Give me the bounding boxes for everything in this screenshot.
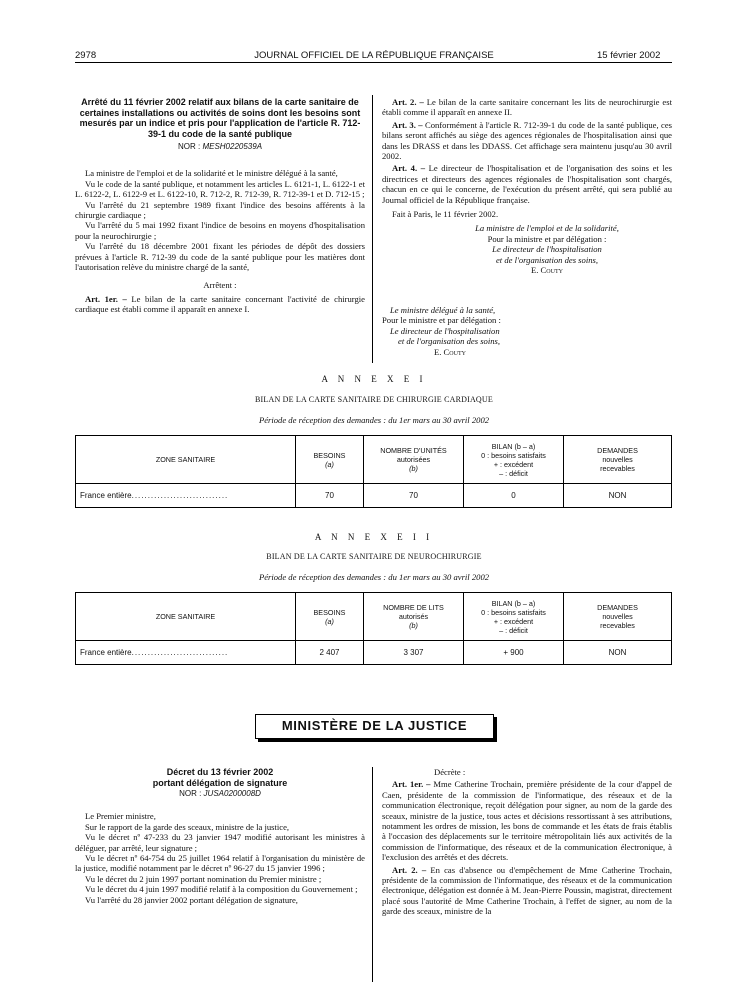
annexe-1-subtitle: BILAN DE LA CARTE SANITAIRE DE CHIRURGIE CARDIAQUE — [255, 395, 493, 404]
article-2-text: Le bilan de la carte sanitaire concernant les lits de neurochirurgie est établi comme il apparaît en annexe II. — [382, 97, 672, 118]
arrete-article-2 — [382, 97, 672, 118]
annexe-1-title: A N N E X E I — [321, 374, 427, 384]
col-demandes: DEMANDES nouvelles recevables — [564, 436, 672, 484]
header-rule — [75, 62, 672, 63]
signature-block-1 — [422, 223, 672, 275]
sig2-line-5: E. Couty — [434, 346, 466, 357]
col-zone: ZONE SANITAIRE — [76, 436, 296, 484]
article-4-label: Art. 4. – — [392, 163, 425, 174]
nor-code: MESH0220539A — [202, 142, 263, 151]
cell-demandes: NON — [564, 484, 672, 508]
sig1-line-3: Le directeur de l'hospitalisation — [492, 244, 602, 255]
signature-block-2 — [382, 305, 542, 357]
cell-zone: France entière.............................. — [76, 641, 296, 665]
cell-besoins: 2 407 — [296, 641, 364, 665]
decret-article-1 — [382, 779, 672, 862]
arrete-article-1 — [75, 294, 365, 315]
decret-title-2: portant délégation de signature — [152, 777, 288, 788]
sig2-line-2: Pour le ministre et par délégation : — [382, 315, 501, 326]
annexe-1-period: Période de réception des demandes : du 1er mars au 30 avril 2002 — [258, 415, 490, 425]
arrete-preamble-5: Vu l'arrêté du 18 décembre 2001 fixant les périodes de dépôt des dossiers prévues à l'article R. 712-39 du code de la santé publique pour les matières dont l'autorisation relève du ministre chargé de la santé, — [75, 241, 365, 273]
table-row — [76, 484, 672, 508]
column-separator — [372, 95, 373, 363]
decret-left-column — [75, 767, 365, 905]
decret-preamble-6: Vu le décret du 4 juin 1997 modifié relatif à la composition du Gouvernement ; — [85, 884, 358, 895]
article-1-label: Art. 1er. – — [85, 293, 127, 304]
arrete-article-3 — [382, 120, 672, 162]
decret-decrete: Décrète : — [434, 767, 466, 777]
decret-preamble-4: Vu le décret nº 64-754 du 25 juillet 1964 relatif à l'organisation du ministère de la justice, modifié notamment par le décret nº 96-27 du 15 janvier 1996 ; — [75, 853, 365, 874]
col-bilan: BILAN (b – a) 0 : besoins satisfaits + : excédent – : déficit — [464, 436, 564, 484]
article-2-label: Art. 2. – — [392, 864, 427, 875]
cell-bilan: 0 — [464, 484, 564, 508]
annexe-2-period: Période de réception des demandes : du 1er mars au 30 avril 2002 — [258, 572, 490, 582]
arrete-nor — [75, 142, 365, 152]
arrete-article-4 — [382, 163, 672, 205]
sig1-line-5: E. Couty — [531, 265, 563, 276]
col-unites: NOMBRE D'UNITÉS autorisées (b) — [364, 436, 464, 484]
nor-code: JUSA0200008D — [203, 789, 261, 798]
cell-bilan: + 900 — [464, 641, 564, 665]
cell-lits: 3 307 — [364, 641, 464, 665]
article-4-text: Le directeur de l'hospitalisation et de l'organisation des soins et les directrices et directeurs des agences régionales de l'hospitalisation sont chargés, chacun en ce qui le concerne, de l'exécution du présent arrêté, qui sera publié au Journal officiel de la République française. — [382, 163, 672, 205]
article-1-text: Mme Catherine Trochain, première présidente de la cour d'appel de Caen, présidente de la commission de l'informatique, des réseaux et de la communication électronique, reçoit délégation pour signer, au nom de la garde des sceaux, ministre de la justice, tous actes et décisions ressortissant à ses attributions, notamment les ordres de mission, les bons de commande et les états de frais établis à l'occasion des déplacements sur le territoire métropolitain liés aux activités de la commission de l'informatique, des réseaux et de la communication électronique, à l'exclusion des arrêtés et des décrets. — [382, 779, 672, 863]
arrete-fait: Fait à Paris, le 11 février 2002. — [392, 209, 499, 220]
decret-right-column — [382, 767, 672, 917]
sig1-line-4: et de l'organisation des soins, — [495, 254, 599, 265]
table-row — [76, 641, 672, 665]
issue-date: 15 février 2002 — [597, 50, 661, 61]
annexe-2-subtitle: BILAN DE LA CARTE SANITAIRE DE NEUROCHIRURGIE — [266, 552, 482, 561]
cell-demandes: NON — [564, 641, 672, 665]
sig2-line-1: Le ministre délégué à la santé, — [390, 305, 496, 315]
decret-nor — [75, 789, 365, 799]
decret-preamble-3: Vu le décret nº 47-233 du 23 janvier 1947 modifié autorisant les ministres à déléguer, par arrêté, leur signature ; — [75, 832, 365, 853]
cell-besoins: 70 — [296, 484, 364, 508]
article-1-text: Le bilan de la carte sanitaire concernant l'activité de chirurgie cardiaque est établi comme il apparaît en annexe I. — [75, 293, 365, 315]
article-2-text: En cas d'absence ou d'empêchement de Mme Catherine Trochain, présidente de la commission de l'informatique, des réseaux et de la communication électronique, délégation est donnée à M. Jean-Pierre Poussin, magistrat, directement placé sous l'autorité de Mme Catherine Trochain, à l'effet de signer, au nom de la garde des sceaux, ministre de la — [382, 864, 672, 917]
page-number: 2978 — [75, 50, 97, 61]
ministry-heading: MINISTÈRE DE LA JUSTICE — [255, 714, 494, 739]
arrete-preamble-4: Vu l'arrêté du 5 mai 1992 fixant l'indice de besoins en moyens d'hospitalisation pour la neurochirurgie ; — [75, 220, 365, 241]
cell-unites: 70 — [364, 484, 464, 508]
arrete-preamble-2: Vu le code de la santé publique, et notamment les articles L. 6121-1, L. 6122-1 et L. 6122-2, L. 6122-9 et L. 6122-10, R. 712-2, R. 712-39, R. 712-39-1 et D. 712-15 ; — [75, 178, 365, 200]
journal-title: JOURNAL OFFICIEL DE LA RÉPUBLIQUE FRANÇAISE — [254, 50, 494, 61]
decret-title-1: Décret du 13 février 2002 — [166, 767, 274, 777]
sig2-line-4: et de l'organisation des soins, — [398, 336, 501, 347]
arrete-preamble-1: La ministre de l'emploi et de la solidarité et le ministre délégué à la santé, — [85, 168, 338, 179]
decret-article-2 — [382, 865, 672, 917]
sig1-line-1: La ministre de l'emploi et de la solidarité, — [475, 223, 619, 234]
arrete-right-column — [382, 97, 672, 276]
nor-label: NOR : — [179, 789, 202, 798]
col-demandes: DEMANDES nouvelles recevables — [564, 593, 672, 641]
decret-preamble-1: Le Premier ministre, — [85, 811, 156, 822]
article-1-label: Art. 1er. – — [392, 779, 431, 790]
table-header-row — [76, 436, 672, 484]
col-besoins: BESOINS (a) — [296, 436, 364, 484]
table-header-row — [76, 593, 672, 641]
sig2-line-3: Le directeur de l'hospitalisation — [390, 325, 500, 336]
nor-label: NOR : — [177, 142, 201, 151]
col-zone: ZONE SANITAIRE — [76, 593, 296, 641]
decret-preamble-7: Vu l'arrêté du 28 janvier 2002 portant délégation de signature, — [85, 894, 298, 905]
column-separator — [372, 767, 373, 982]
decret-preamble-5: Vu le décret du 2 juin 1997 portant nomination du Premier ministre ; — [85, 873, 322, 884]
arrete-title: Arrêté du 11 février 2002 relatif aux bilans de la carte sanitaire de certaines installations ou activités de soins dont les besoins sont mesurés par un indice et pris pour l'application de l'article R. 712-39-1 du code de la santé publique — [79, 97, 361, 139]
arrete-arretent: Arrêtent : — [203, 280, 237, 291]
col-bilan: BILAN (b – a) 0 : besoins satisfaits + : excédent – : déficit — [464, 593, 564, 641]
sig1-line-2: Pour la ministre et par délégation : — [487, 233, 607, 244]
arrete-preamble-3: Vu l'arrêté du 21 septembre 1989 fixant l'indice des besoins afférents à la chirurgie cardiaque ; — [75, 199, 365, 221]
col-besoins: BESOINS (a) — [296, 593, 364, 641]
article-3-label: Art. 3. – — [392, 119, 423, 130]
cell-zone: France entière.............................. — [76, 484, 296, 508]
article-2-label: Art. 2. – — [392, 97, 424, 107]
annexe-1-table — [75, 435, 672, 508]
article-3-text: Conformément à l'article R. 712-39-1 du code de la santé publique, ces bilans seront affichés au siège des agences régionales de l'hospitalisation ainsi que dans les DRASS et dans les DDASS. Cet affichage sera maintenu jusqu'au 30 avril 2002. — [382, 119, 672, 162]
col-lits: NOMBRE DE LITS autorisés (b) — [364, 593, 464, 641]
arrete-left-column — [75, 97, 365, 315]
annexe-2-title: A N N E X E I I — [314, 532, 434, 542]
annexe-2-table — [75, 592, 672, 665]
decret-preamble-2: Sur le rapport de la garde des sceaux, ministre de la justice, — [85, 821, 290, 832]
